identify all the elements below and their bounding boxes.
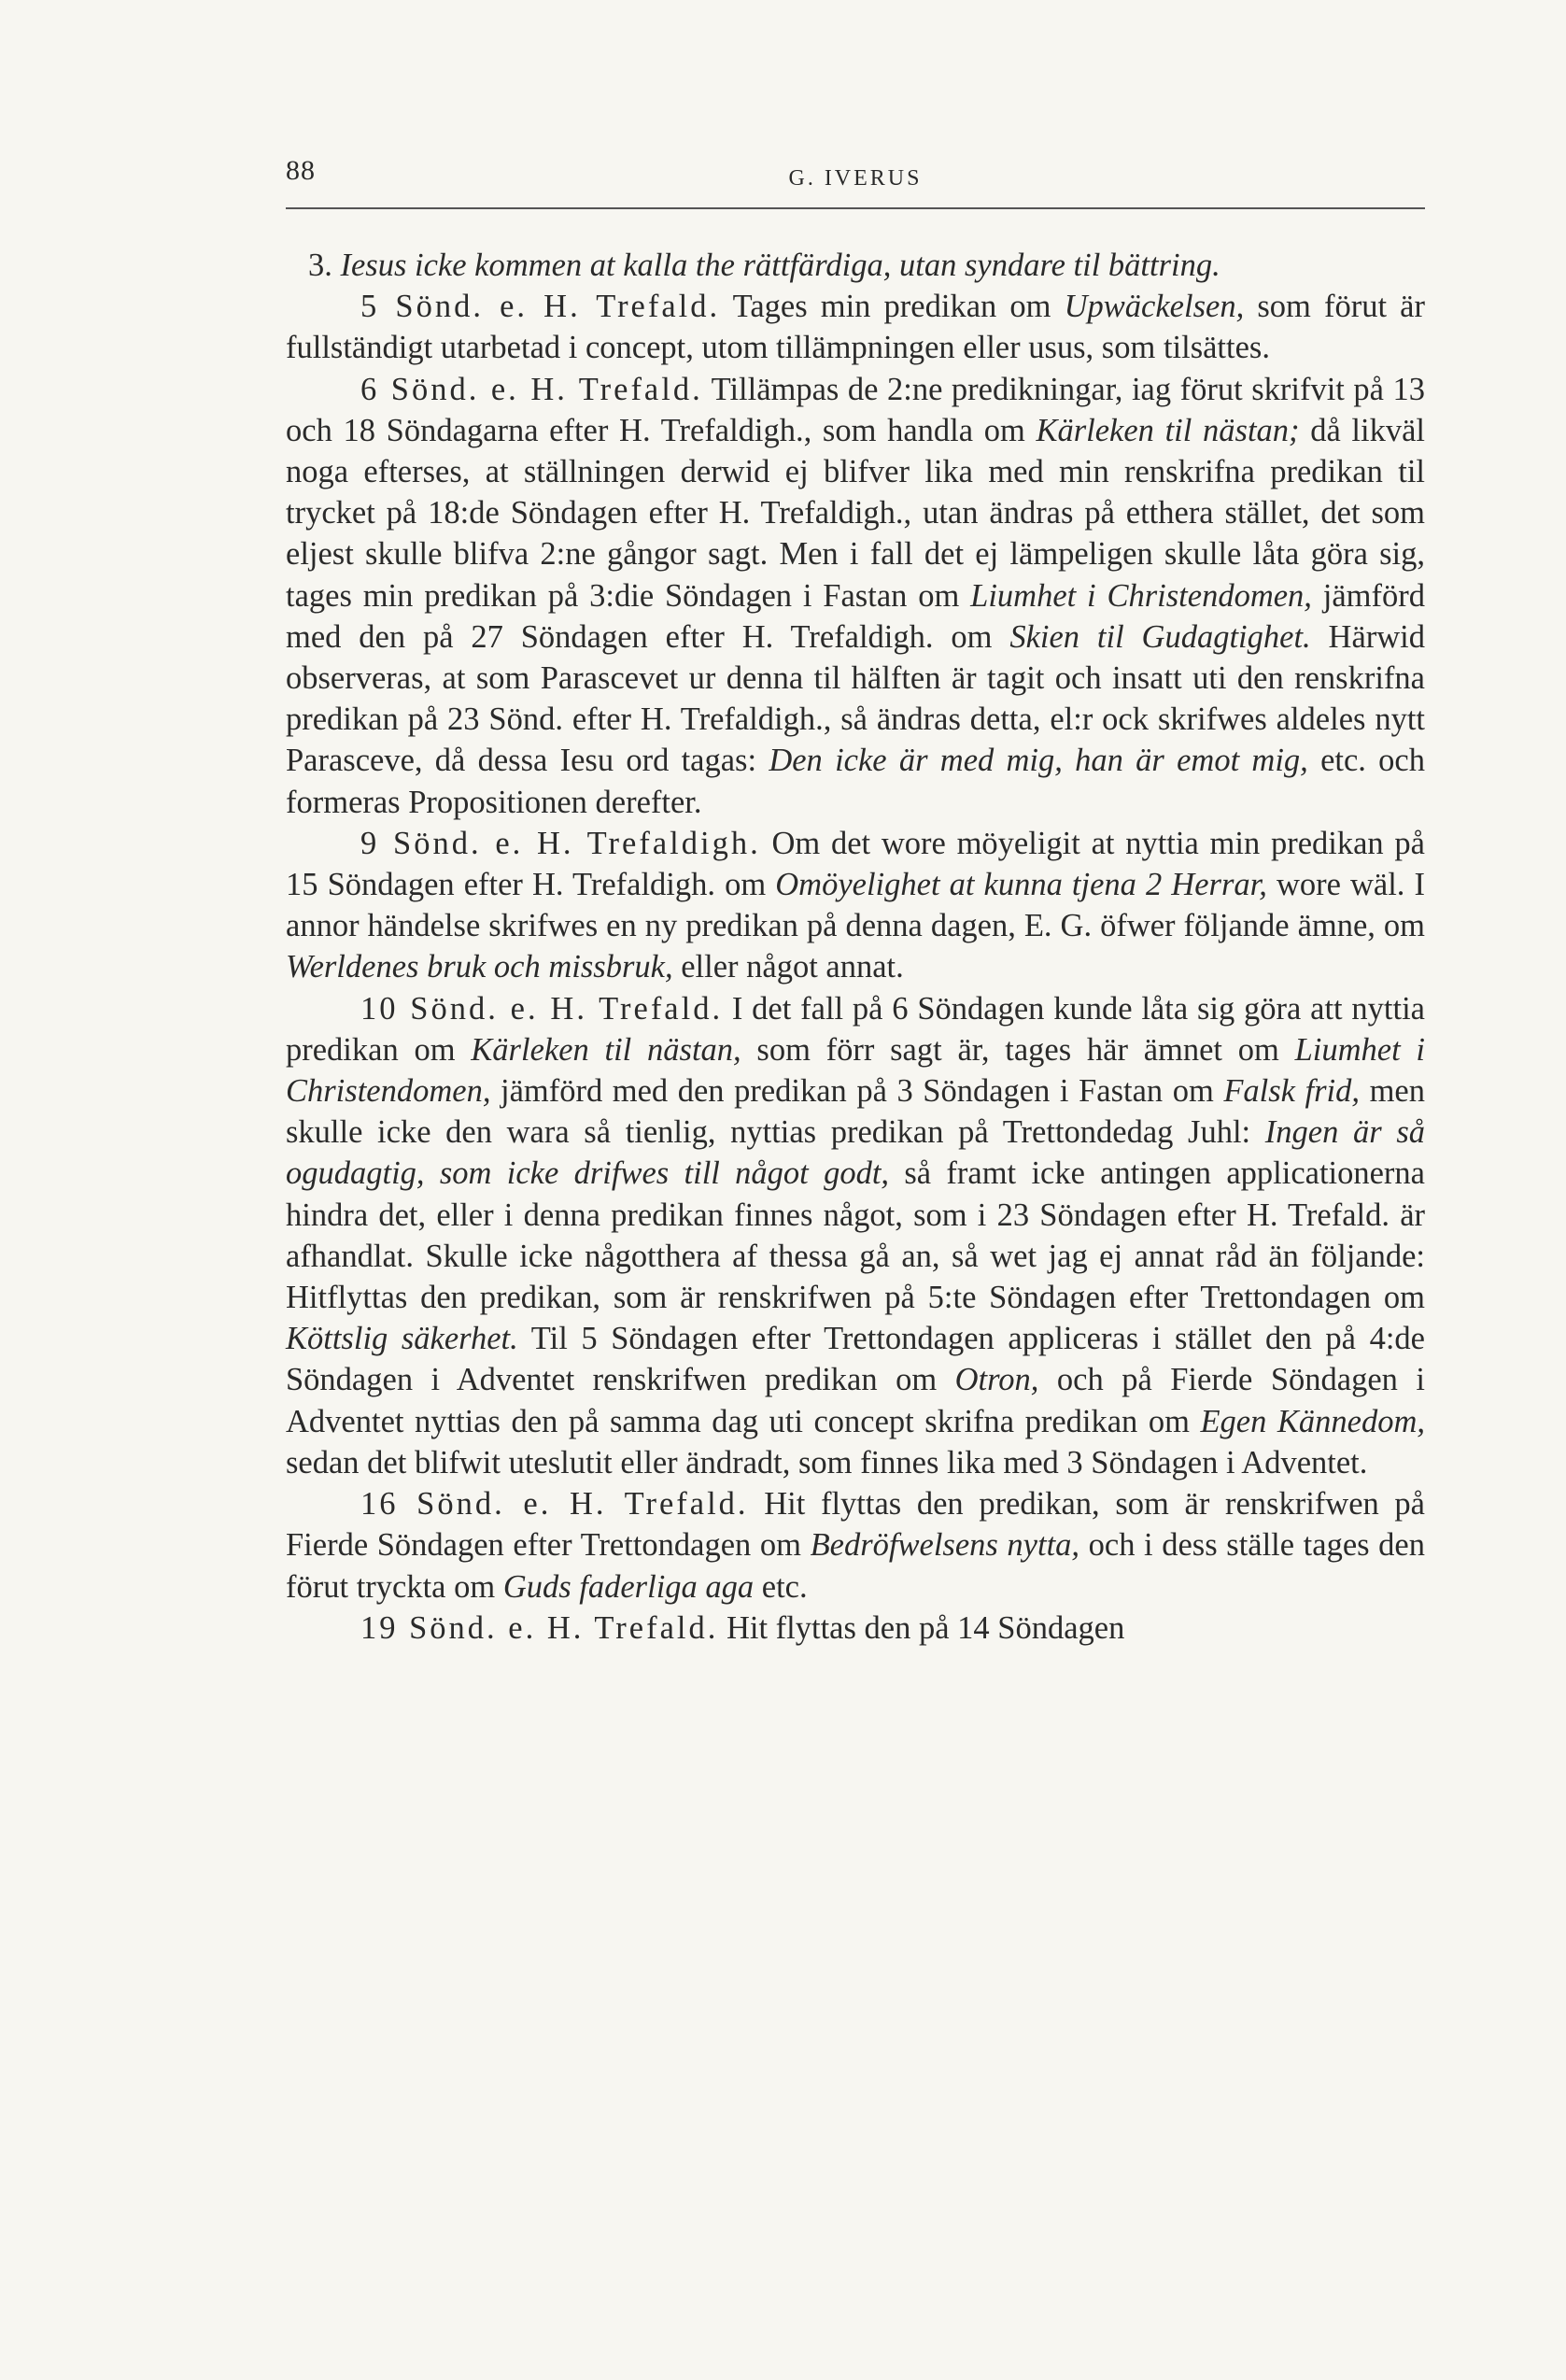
paragraph [286, 286, 1425, 368]
text-run: Hit flyttas den predikan, som är renskrifwen på Fierde Söndagen efter Trettondagen om [286, 1486, 1425, 1564]
text-run: jämförd med den på 27 Söndagen efter H. Trefaldigh. om [286, 577, 1425, 655]
text-run: Tillämpas de 2:ne predikningar, iag förut skrifvit på 13 och 18 Söndagarna efter H. Trefaldigh., som handla om [286, 371, 1425, 448]
italic-title: Liumhet i Christendomen, [970, 577, 1312, 614]
text-run: etc. och formeras Propositionen derefter. [286, 743, 1425, 820]
page-number: 88 [286, 155, 316, 186]
italic-title: Werldenes bruk och missbruk, [286, 949, 673, 985]
text-run: I det fall på 6 Söndagen kunde låta sig göra att nyttia predikan om [286, 990, 1425, 1068]
sunday-heading: 10 Sönd. e. H. Trefald. [360, 990, 724, 1027]
italic-title: Guds faderliga aga [502, 1568, 755, 1605]
paragraph [286, 245, 1425, 286]
sunday-heading: 16 Sönd. e. H. Trefald. [360, 1486, 749, 1523]
text-run: eller något annat. [672, 949, 904, 985]
text-run: och på Fierde Söndagen i Adventet nyttias den på samma dag uti concept skrifna predikan om [286, 1362, 1425, 1439]
italic-title: Egen Kännedom, [1200, 1403, 1425, 1439]
text-run: Tages min predikan om [720, 289, 1065, 325]
paragraph [286, 1483, 1425, 1608]
sunday-heading: 19 Sönd. e. H. Trefald. [360, 1609, 719, 1646]
paragraph [286, 369, 1425, 823]
italic-title: Köttslig säkerhet. [286, 1321, 518, 1357]
text-run: men skulle icke den wara så tienlig, nyttias predikan på Trettondedag Juhl: [286, 1073, 1425, 1151]
text-run: wore wäl. I annor händelse skrifwes en ny predikan på denna dagen, E. G. öfwer följande ämne, om [286, 867, 1425, 944]
text-run: då likväl noga efterses, at ställningen derwid ej blifver lika med min renskrifna predikan til trycket på 18:de Söndagen efter H. Trefaldigh., utan ändras på etthera stället, det som eljest skulle blifva 2:ne gångor sagt. Men i fall det ej lämpeligen skulle låta göra sig, tages min predikan på 3:die Söndagen i Fastan om [286, 412, 1425, 614]
sunday-heading: 5 Sönd. e. H. Trefald. [360, 289, 721, 325]
italic-title: Skien til Gudagtighet. [1009, 618, 1311, 655]
paragraph [286, 1608, 1425, 1649]
paragraph [286, 823, 1425, 988]
italic-title: Iesus icke kommen at kalla the rättfärdiga, utan syndare til bättring. [340, 248, 1220, 283]
italic-title: Liumhet i Christendomen, [286, 1031, 1425, 1110]
text-run: etc. [754, 1568, 808, 1605]
text-run: och i dess ställe tages den förut tryckta om [286, 1527, 1425, 1605]
italic-title: Otron, [954, 1362, 1039, 1398]
italic-title: Den icke är med mig, han är emot mig, [769, 743, 1308, 779]
text-run: som förut är fullständigt utarbetad i concept, utom tillämpningen eller usus, som tilsättes. [286, 289, 1425, 366]
sunday-heading: 9 Sönd. e. H. Trefaldigh. [360, 825, 761, 861]
page-header [286, 149, 1425, 209]
italic-title: Omöyelighet at kunna tjena 2 Herrar, [775, 867, 1267, 903]
text-run: Om det wore möyeligit at nyttia min predikan på 15 Söndagen efter H. Trefaldigh. om [286, 825, 1425, 903]
text-run: sedan det blifwit uteslutit eller ändradt, som finnes lika med 3 Söndagen i Adventet. [286, 1444, 1368, 1480]
italic-title: Kärleken til nästan, [471, 1031, 741, 1068]
sunday-heading: 6 Sönd. e. H. Trefald. [360, 371, 703, 407]
italic-title: Kärleken til nästan; [1036, 412, 1300, 448]
text-run: 3. [308, 248, 341, 283]
paragraph [286, 988, 1425, 1483]
text-run: Härwid observeras, at som Parascevet ur denna til hälften är tagit och insatt uti den renskrifna predikan på 23 Sönd. efter H. Trefaldigh., så ändras detta, el:r ock skrifwes aldeles nytt Parasceve, då dessa Iesu ord tagas: [286, 618, 1425, 779]
text-run: Hit flyttas den på 14 Söndagen [718, 1609, 1125, 1646]
italic-title: Bedröfwelsens nytta, [810, 1527, 1080, 1564]
text-run: Til 5 Söndagen efter Trettondagen appliceras i stället den på 4:de Söndagen i Adventet renskrifwen predikan om [286, 1321, 1425, 1398]
text-run: så framt icke antingen applicationerna hindra det, eller i denna predikan finnes något, som i 23 Söndagen efter H. Trefald. är afhandlat. Skulle icke någotthera af thessa gå an, så wet jag ej annat råd än följande: Hitflyttas den predikan, som är renskrifwen på 5:te Söndagen efter Trettondagen om [286, 1155, 1425, 1316]
page-body [286, 245, 1425, 1649]
text-run: jämförd med den predikan på 3 Söndagen i Fastan om [490, 1073, 1224, 1110]
running-head: G. IVERUS [788, 166, 923, 191]
italic-title: Falsk frid, [1223, 1073, 1361, 1110]
text-run: som förr sagt är, tages här ämnet om [741, 1031, 1295, 1068]
italic-title: Ingen är så ogudagtig, som icke drifwes till något godt, [286, 1114, 1425, 1192]
italic-title: Upwäckelsen, [1064, 289, 1245, 325]
